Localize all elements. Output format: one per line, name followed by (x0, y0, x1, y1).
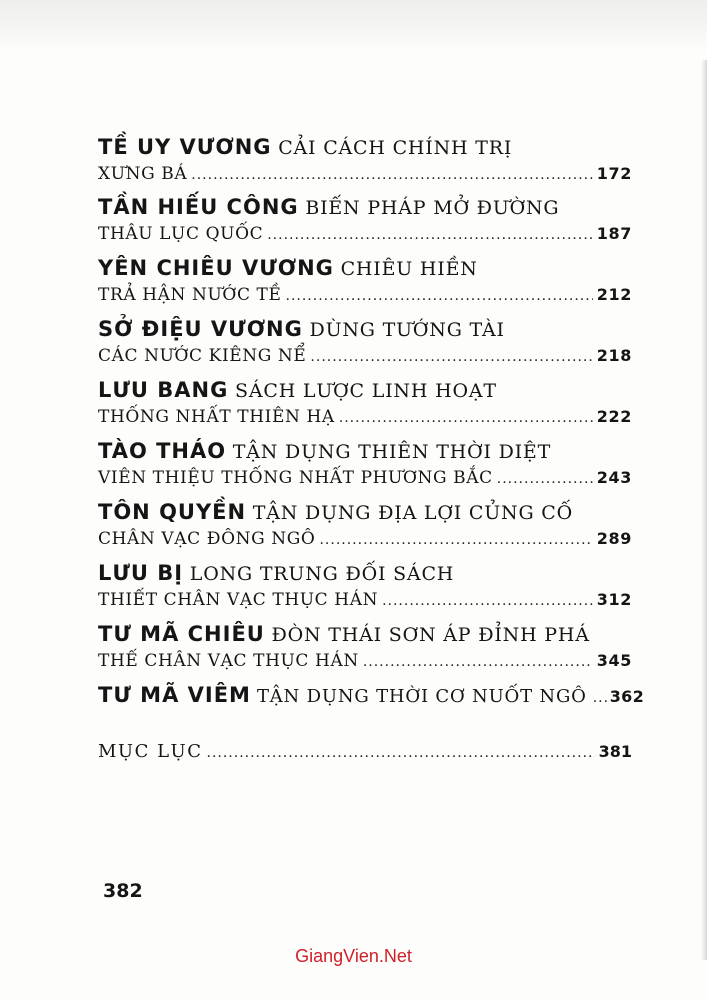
toc-entry (98, 617, 632, 678)
toc-entry-heading (98, 312, 632, 346)
toc-entry-continuation (98, 224, 632, 254)
toc-entry-page: 187 (596, 224, 632, 243)
toc-entry-page: 212 (596, 285, 632, 304)
toc-entry-line2: THỐNG NHẤT THIÊN HẠ (98, 407, 335, 427)
toc-entry-continuation (98, 407, 632, 437)
toc-leader-dots (339, 410, 593, 426)
toc-entry-heading (98, 130, 632, 164)
toc-entry-title: TƯ MÃ VIÊM (98, 683, 251, 707)
toc-entry-line2: THẾ CHÂN VẠC THỤC HÁN (98, 651, 359, 671)
toc-entry (98, 373, 632, 434)
toc-entry-heading (98, 495, 632, 529)
toc-entry-last (98, 678, 645, 712)
toc-entry-heading (98, 434, 632, 468)
toc-entry-subtitle: ĐÒN THÁI SƠN ÁP ĐỈNH PHÁ (271, 624, 590, 646)
toc-entry-line2: VIÊN THIỆU THỐNG NHẤT PHƯƠNG BẮC (98, 468, 493, 488)
toc-entry (98, 312, 632, 373)
toc-entry-continuation (98, 468, 632, 498)
toc-entry-title: SỞ ĐIỆU VƯƠNG (98, 317, 303, 341)
toc-entry (98, 190, 632, 251)
scan-edge-right (701, 60, 707, 960)
toc-index-entry (98, 741, 632, 762)
toc-entry-subtitle: BIẾN PHÁP MỞ ĐƯỜNG (305, 197, 560, 219)
toc-entry-title: TƯ MÃ CHIÊU (98, 622, 265, 646)
toc-leader-dots (191, 167, 593, 183)
toc-entry-continuation (98, 590, 632, 620)
toc-entry-page: 172 (596, 164, 632, 183)
toc-leader-dots (286, 288, 593, 304)
toc-entry (98, 434, 632, 495)
toc-entry-subtitle: LONG TRUNG ĐỐI SÁCH (189, 563, 455, 585)
toc-entry-continuation (98, 529, 632, 559)
toc-entry-subtitle: TẬN DỤNG THỜI CƠ NUỐT NGÔ (256, 686, 587, 707)
toc-entry-heading (98, 251, 632, 285)
toc-entry-title: TẦN HIẾU CÔNG (98, 195, 299, 219)
toc-entry-continuation (98, 285, 632, 315)
toc-leader-dots (363, 654, 593, 670)
toc-entry (98, 251, 632, 312)
toc-entry-page: 218 (596, 346, 632, 365)
toc-entry-title: LƯU BỊ (98, 561, 184, 585)
toc-index-page: 381 (598, 742, 632, 761)
toc-entry-subtitle: DÙNG TƯỚNG TÀI (309, 319, 505, 341)
toc-leader-dots (382, 593, 593, 609)
toc-entry-title: LƯU BANG (98, 378, 229, 402)
scan-edge-top (0, 0, 707, 52)
toc-entry-line2: XƯNG BÁ (98, 164, 188, 184)
toc-leader-dots (267, 227, 593, 243)
toc-entry-title: TÔN QUYỀN (98, 500, 247, 524)
toc-leader-dots (319, 532, 592, 548)
toc-index-label: MỤC LỤC (98, 741, 203, 762)
toc-entry-heading (98, 556, 632, 590)
toc-entry-heading (98, 617, 632, 651)
toc-entry-page: 312 (596, 590, 632, 609)
toc-entry-title: TỀ UY VƯƠNG (98, 135, 272, 159)
toc-entry-title: YÊN CHIÊU VƯƠNG (98, 256, 334, 280)
toc-entry-line2: THIẾT CHÂN VẠC THỤC HÁN (98, 590, 379, 610)
toc-entry-continuation (98, 651, 632, 681)
toc-entry-page: 289 (596, 529, 632, 548)
toc-entry (98, 130, 632, 190)
watermark: GiangVien.Net (295, 946, 412, 966)
toc-leader-dots (310, 349, 592, 365)
toc-entry-line2: THÂU LỤC QUỐC (98, 224, 264, 244)
toc-entry-page: 222 (596, 407, 632, 426)
toc-entry-page: 345 (596, 651, 632, 670)
toc-entry-subtitle: CẢI CÁCH CHÍNH TRỊ (278, 137, 513, 159)
toc-leader-dots (593, 681, 607, 715)
toc-leader-dots (207, 745, 595, 761)
toc-leader-dots (497, 471, 593, 487)
toc-entry-line2: TRẢ HẬN NƯỚC TỀ (98, 285, 282, 305)
toc-entry (98, 556, 632, 617)
toc-entry (98, 495, 632, 556)
toc-entry-line2: CHÂN VẠC ĐÔNG NGÔ (98, 529, 316, 549)
toc-entry-subtitle: TẬN DỤNG THIÊN THỜI DIỆT (232, 441, 552, 463)
table-of-contents (98, 130, 645, 712)
toc-entry-heading (98, 373, 632, 407)
toc-entry-continuation (98, 346, 632, 376)
toc-entry-subtitle: SÁCH LƯỢC LINH HOẠT (235, 380, 497, 402)
toc-entry-page: 243 (596, 468, 632, 487)
toc-entry-subtitle: CHIÊU HIỀN (340, 258, 478, 280)
toc-entry-heading (98, 190, 632, 224)
toc-entry-page: 362 (609, 687, 645, 706)
toc-entry-line2: CÁC NƯỚC KIÊNG NỂ (98, 346, 307, 366)
toc-entry-subtitle: TẬN DỤNG ĐỊA LỢI CỦNG CỐ (252, 502, 573, 524)
page-number: 382 (103, 880, 143, 902)
toc-entry-title: TÀO THÁO (98, 439, 227, 463)
